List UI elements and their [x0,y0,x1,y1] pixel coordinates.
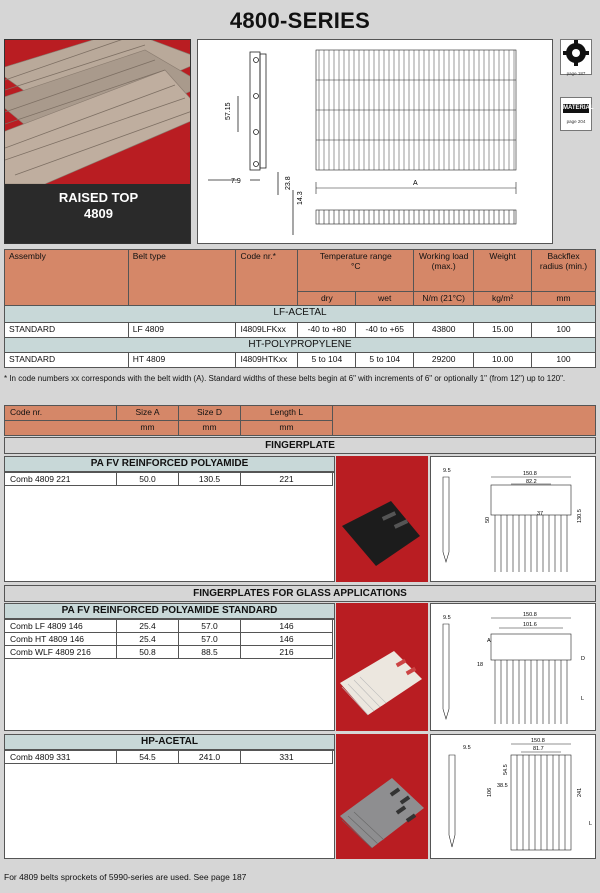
col-size-d-unit: mm [179,421,241,436]
cell: 221 [241,473,333,486]
cell: 57.0 [179,633,241,646]
sprocket-reference[interactable] [560,39,592,75]
belt-photo [4,39,191,244]
cell: HT 4809 [128,353,236,368]
group-pa-fv: PA FV REINFORCED POLYAMIDE [4,456,335,472]
dim: L [581,696,585,702]
cell: Comb HT 4809 146 [5,633,117,646]
cell: STANDARD [5,353,129,368]
dim: 150.8 [523,612,537,618]
cell: STANDARD [5,323,129,338]
dim: 54.5 [503,764,509,775]
photo-caption-line-2: 4809 [84,206,113,221]
col-wet: wet [356,292,414,306]
photo-caption [5,190,191,222]
dim: 106 [487,787,493,797]
sprocket-icon [561,40,591,66]
dim: 150.8 [531,738,545,744]
material-icon: MATERIAL [563,105,594,111]
material-page-caption: page 204 [566,119,586,124]
comb-drawing-1 [430,456,596,582]
col-backflex-unit: mm [532,292,596,306]
col-load: Working load (max.) [414,250,474,292]
cell: 43800 [414,323,474,338]
dim: 18 [477,662,484,668]
cell: 29200 [414,353,474,368]
cell: 146 [241,620,333,633]
cell: 25.4 [117,633,179,646]
dim: 130.5 [577,509,583,523]
cell: -40 to +80 [298,323,356,338]
col-size-a-unit: mm [117,421,179,436]
col-temperature-unit: °C [351,261,361,271]
comb-photo-white [336,603,428,731]
col-size-a: Size A [117,406,179,421]
section-ht-polypropylene: HT-POLYPROPYLENE [5,338,596,353]
cell: -40 to +65 [356,323,414,338]
dim: 101.6 [523,622,537,628]
comb-photo-black [336,456,428,582]
col-weight-unit: kg/m² [474,292,532,306]
dim-height-2: 14.3 [297,191,304,205]
footer-note: For 4809 belts sprockets of 5990-series are used. See page 187 [4,872,247,882]
comb-drawing-3 [430,734,596,859]
cell: 100 [532,353,596,368]
cell: Comb 4809 221 [5,473,117,486]
cell: 130.5 [179,473,241,486]
cell: 331 [241,751,333,764]
dim: 38.5 [497,783,508,789]
cell: I4809HTKxx [236,353,298,368]
col-belt-type: Belt type [128,250,236,306]
dim: D [581,656,585,662]
dim: A [487,638,491,644]
page-title: 4800-SERIES [229,8,371,33]
cell: Comb LF 4809 146 [5,620,117,633]
cell: 100 [532,323,596,338]
dim: 9.5 [463,745,471,751]
col-assembly: Assembly [5,250,129,306]
cell: Comb 4809 331 [5,751,117,764]
table-row [5,353,596,368]
dim: 81.7 [533,746,544,752]
col-code: Code nr.* [236,250,298,306]
section-fingerplate: FINGERPLATE [4,437,596,454]
dim: 37 [537,511,544,517]
cell: 216 [241,646,333,659]
cell: 5 to 104 [298,353,356,368]
group-hp-acetal-rows [4,750,335,859]
comb-drawing-2 [430,603,596,731]
comb-table-header [4,405,596,436]
dim: 9.5 [443,468,451,474]
dim: L [589,821,593,827]
cell: Comb WLF 4809 216 [5,646,117,659]
belt-spec-table [4,249,596,368]
col-length-l: Length L [241,406,333,421]
dim: 82.2 [526,479,537,485]
cell: I4809LFKxx [236,323,298,338]
col-length-unit: mm [241,421,333,436]
dim-height: 23.8 [285,176,292,190]
comb-photo-grey [336,734,428,859]
cell: 25.4 [117,620,179,633]
dim: 241 [577,787,583,797]
dim-width-side: 7.9 [231,178,241,185]
dim: 150.8 [523,471,537,477]
group-pa-fv-rows [4,472,335,582]
section-lf-acetal: LF-ACETAL [5,306,596,323]
belt-photo-image [5,40,191,184]
group-pa-fv-standard-rows [4,619,335,731]
dim: 50 [485,516,491,523]
belt-width-note: * In code numbers xx corresponds with the belt width (A). Standard widths of these belts begin at 6" with increments of 6" or optionally 1" (from 12") up to 120". [4,374,566,383]
group-hp-acetal: HP-ACETAL [4,734,335,750]
photo-caption-line-1: RAISED TOP [58,190,139,205]
group-pa-fv-standard: PA FV REINFORCED POLYAMIDE STANDARD [4,603,335,619]
col-temperature [298,250,414,292]
cell: 5 to 104 [356,353,414,368]
cell: 10.00 [474,353,532,368]
col-dry: dry [298,292,356,306]
dim-pitch: 57.15 [225,102,232,120]
cell: 88.5 [179,646,241,659]
belt-technical-drawing [197,39,553,244]
table-row [5,323,596,338]
material-reference[interactable] [560,97,592,131]
dim: 9.5 [443,615,451,621]
col-load-unit: N/m (21°C) [414,292,474,306]
col-code-nr: Code nr. [5,406,117,421]
sprocket-page-caption: page 187 [566,71,586,76]
cell: 146 [241,633,333,646]
cell: 57.0 [179,620,241,633]
cell: 50.0 [117,473,179,486]
cell: LF 4809 [128,323,236,338]
col-weight: Weight [474,250,532,292]
cell: 15.00 [474,323,532,338]
section-glass: FINGERPLATES FOR GLASS APPLICATIONS [4,585,596,602]
col-temperature-label: Temperature range [319,251,392,261]
col-backflex: Backflex radius (min.) [532,250,596,292]
cell: 54.5 [117,751,179,764]
cell: 50.8 [117,646,179,659]
cell: 241.0 [179,751,241,764]
dim-width-a: A [413,180,418,187]
col-size-d: Size D [179,406,241,421]
